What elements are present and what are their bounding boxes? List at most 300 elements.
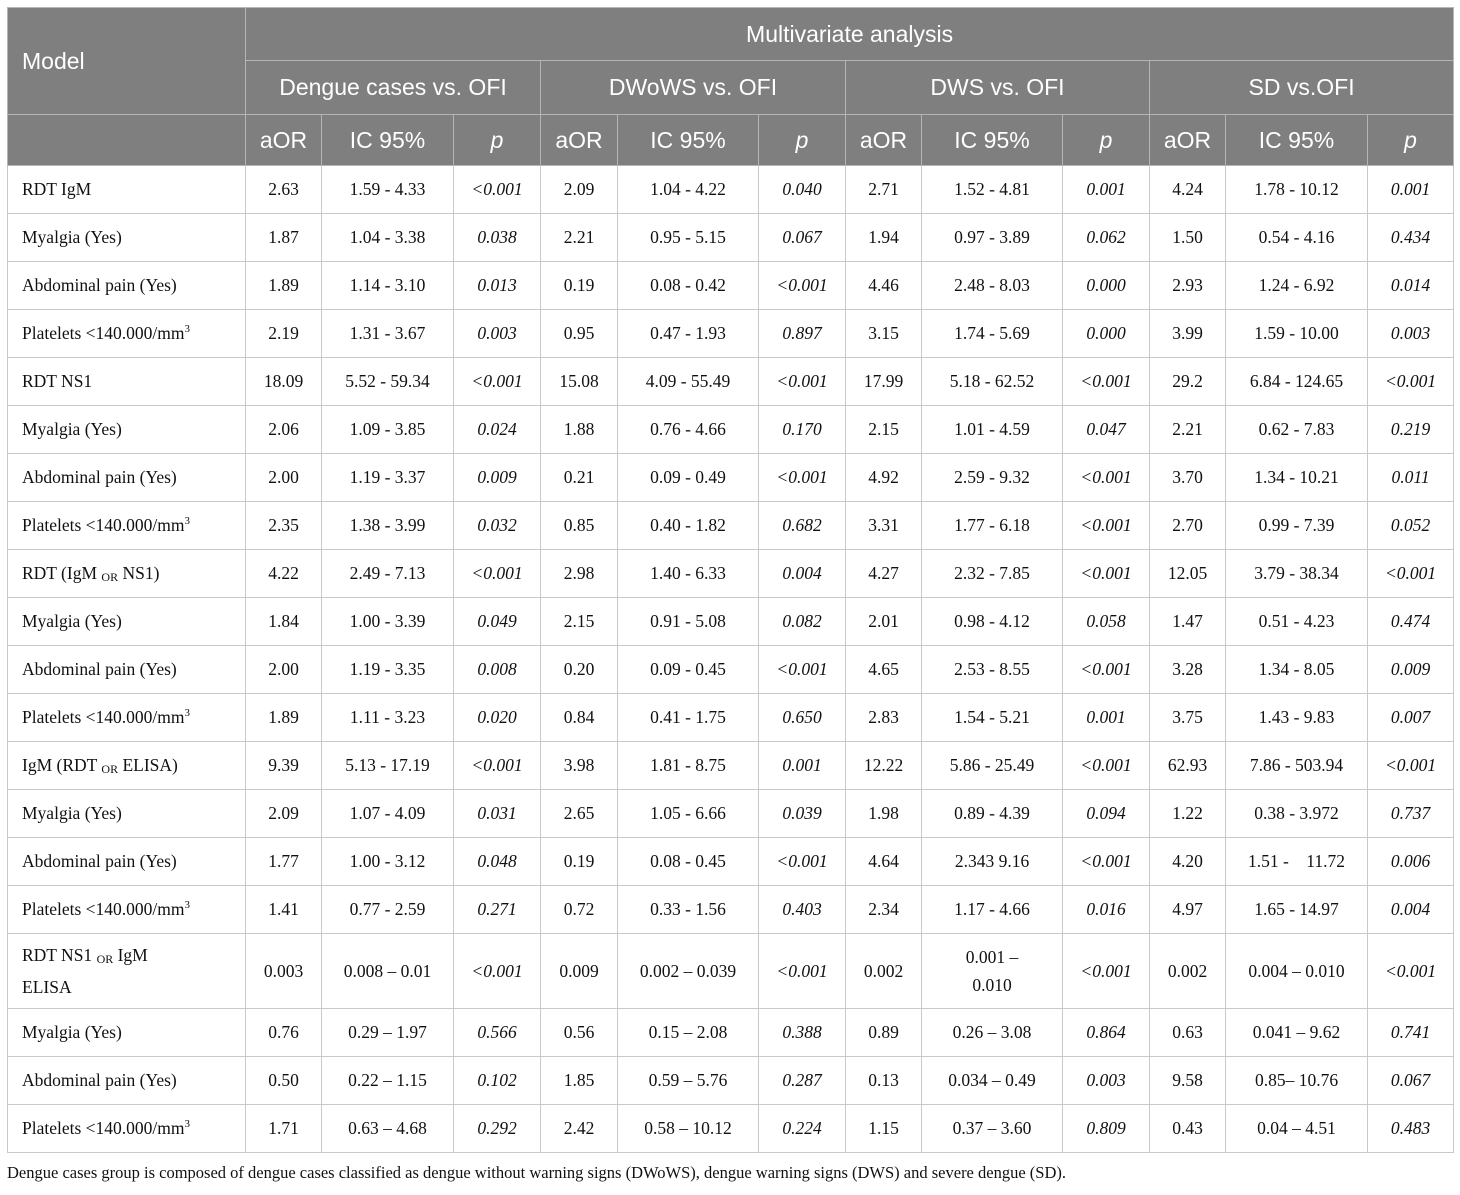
cell-dws-ci: 0.89 - 4.39 bbox=[922, 790, 1063, 838]
cell-dengue-cases-aor: 1.89 bbox=[246, 694, 322, 742]
cell-dengue-cases-ci: 5.13 - 17.19 bbox=[322, 742, 454, 790]
cell-dwows-ci: 0.09 - 0.49 bbox=[618, 454, 759, 502]
cell-dwows-aor: 2.42 bbox=[541, 1105, 618, 1153]
cell-sd-p: <0.001 bbox=[1368, 934, 1454, 1009]
cell-dengue-cases-aor: 2.00 bbox=[246, 454, 322, 502]
table-row bbox=[8, 742, 1454, 790]
cell-sd-ci: 0.041 – 9.62 bbox=[1226, 1009, 1368, 1057]
table-row bbox=[8, 646, 1454, 694]
cell-sd-aor: 1.50 bbox=[1150, 214, 1226, 262]
cell-sd-aor: 9.58 bbox=[1150, 1057, 1226, 1105]
cell-dengue-cases-ci: 0.77 - 2.59 bbox=[322, 886, 454, 934]
cell-sd-aor: 12.05 bbox=[1150, 550, 1226, 598]
cell-sd-p: <0.001 bbox=[1368, 550, 1454, 598]
cell-dwows-ci: 0.08 - 0.45 bbox=[618, 838, 759, 886]
cell-dwows-ci: 1.40 - 6.33 bbox=[618, 550, 759, 598]
cell-dwows-aor: 0.009 bbox=[541, 934, 618, 1009]
table-row bbox=[8, 454, 1454, 502]
table-row bbox=[8, 886, 1454, 934]
cell-dwows-ci: 0.33 - 1.56 bbox=[618, 886, 759, 934]
table-row bbox=[8, 214, 1454, 262]
cell-sd-aor: 0.002 bbox=[1150, 934, 1226, 1009]
table-header bbox=[8, 8, 1454, 166]
cell-dengue-cases-aor: 2.00 bbox=[246, 646, 322, 694]
cell-sd-p: 0.004 bbox=[1368, 886, 1454, 934]
cell-dengue-cases-aor: 0.76 bbox=[246, 1009, 322, 1057]
cell-dws-aor: 2.34 bbox=[846, 886, 922, 934]
cell-sd-aor: 4.97 bbox=[1150, 886, 1226, 934]
cell-dws-ci: 1.54 - 5.21 bbox=[922, 694, 1063, 742]
cell-dws-aor: 12.22 bbox=[846, 742, 922, 790]
cell-dws-ci: 2.343 9.16 bbox=[922, 838, 1063, 886]
cell-dwows-aor: 0.21 bbox=[541, 454, 618, 502]
cell-dws-ci: 1.77 - 6.18 bbox=[922, 502, 1063, 550]
cell-dws-aor: 4.64 bbox=[846, 838, 922, 886]
cell-sd-ci: 7.86 - 503.94 bbox=[1226, 742, 1368, 790]
cell-dengue-cases-aor: 2.09 bbox=[246, 790, 322, 838]
cell-line: 0.010 bbox=[972, 975, 1012, 995]
row-label-platelets: Platelets $<140.000/mm^3$ bbox=[8, 694, 246, 742]
cell-dengue-cases-p: 0.020 bbox=[454, 694, 541, 742]
cell-dengue-cases-ci: 0.22 – 1.15 bbox=[322, 1057, 454, 1105]
cell-dwows-ci: 0.08 - 0.42 bbox=[618, 262, 759, 310]
table-row bbox=[8, 406, 1454, 454]
cell-dengue-cases-aor: 2.63 bbox=[246, 166, 322, 214]
table-row bbox=[8, 1057, 1454, 1105]
row-label-platelets: Platelets $<140.000/mm^3$ bbox=[8, 310, 246, 358]
cell-dws-p: 0.094 bbox=[1063, 790, 1150, 838]
cell-sd-p: 0.003 bbox=[1368, 310, 1454, 358]
cell-dws-p: <0.001 bbox=[1063, 454, 1150, 502]
cell-dws-p: <0.001 bbox=[1063, 502, 1150, 550]
cell-sd-aor: 2.93 bbox=[1150, 262, 1226, 310]
group-header-sd: SD vs.OFI bbox=[1150, 61, 1454, 115]
subheader-aor: aOR bbox=[846, 115, 922, 166]
cell-dengue-cases-aor: 1.41 bbox=[246, 886, 322, 934]
cell-dengue-cases-p: 0.102 bbox=[454, 1057, 541, 1105]
cell-sd-ci: 6.84 - 124.65 bbox=[1226, 358, 1368, 406]
cell-dwows-aor: 2.21 bbox=[541, 214, 618, 262]
cell-dws-aor: 3.31 bbox=[846, 502, 922, 550]
cell-sd-p: 0.007 bbox=[1368, 694, 1454, 742]
table-body bbox=[8, 166, 1454, 1153]
cell-dengue-cases-aor: 0.003 bbox=[246, 934, 322, 1009]
cell-dws-p: 0.000 bbox=[1063, 310, 1150, 358]
subheader-ci: IC 95% bbox=[1226, 115, 1368, 166]
cell-dengue-cases-ci: 1.00 - 3.39 bbox=[322, 598, 454, 646]
cell-dwows-aor: 2.65 bbox=[541, 790, 618, 838]
cell-dengue-cases-ci: 1.09 - 3.85 bbox=[322, 406, 454, 454]
subheader-p: p bbox=[454, 115, 541, 166]
row-label-abdominal-pain: Abdominal pain (Yes) bbox=[8, 646, 246, 694]
cell-dwows-p: <0.001 bbox=[759, 838, 846, 886]
header-spacer bbox=[8, 115, 246, 166]
cell-dengue-cases-aor: 2.35 bbox=[246, 502, 322, 550]
cell-dwows-p: 0.403 bbox=[759, 886, 846, 934]
row-label-rdt-igm-or-ns1: RDT (IgM $_{OR}$ NS1) bbox=[8, 550, 246, 598]
cell-dws-aor: 2.71 bbox=[846, 166, 922, 214]
table-row bbox=[8, 262, 1454, 310]
cell-dws-aor: 17.99 bbox=[846, 358, 922, 406]
cell-dengue-cases-ci: 1.38 - 3.99 bbox=[322, 502, 454, 550]
cell-dws-p: <0.001 bbox=[1063, 646, 1150, 694]
cell-dengue-cases-aor: 1.87 bbox=[246, 214, 322, 262]
cell-dwows-p: 0.082 bbox=[759, 598, 846, 646]
cell-dengue-cases-ci: 1.19 - 3.35 bbox=[322, 646, 454, 694]
cell-dwows-aor: 0.85 bbox=[541, 502, 618, 550]
cell-dengue-cases-aor: 0.50 bbox=[246, 1057, 322, 1105]
cell-dws-ci: 0.26 – 3.08 bbox=[922, 1009, 1063, 1057]
cell-dwows-aor: 0.72 bbox=[541, 886, 618, 934]
row-label-myalgia: Myalgia (Yes) bbox=[8, 406, 246, 454]
cell-dwows-p: 0.287 bbox=[759, 1057, 846, 1105]
cell-dws-ci: 1.17 - 4.66 bbox=[922, 886, 1063, 934]
row-label-myalgia: Myalgia (Yes) bbox=[8, 598, 246, 646]
table-row bbox=[8, 502, 1454, 550]
subheader-ci: IC 95% bbox=[922, 115, 1063, 166]
cell-dengue-cases-ci: 0.29 – 1.97 bbox=[322, 1009, 454, 1057]
cell-dwows-ci: 0.95 - 5.15 bbox=[618, 214, 759, 262]
table-row bbox=[8, 790, 1454, 838]
subheader-ci: IC 95% bbox=[618, 115, 759, 166]
cell-dengue-cases-ci: 5.52 - 59.34 bbox=[322, 358, 454, 406]
cell-dengue-cases-ci: 1.07 - 4.09 bbox=[322, 790, 454, 838]
cell-dws-p: <0.001 bbox=[1063, 742, 1150, 790]
row-label-rdt-ns1-or-igm-elisa: RDT NS1 $_{OR}$ IgM ELISA bbox=[8, 934, 246, 1009]
cell-dwows-aor: 15.08 bbox=[541, 358, 618, 406]
cell-dengue-cases-p: <0.001 bbox=[454, 358, 541, 406]
row-label-myalgia: Myalgia (Yes) bbox=[8, 1009, 246, 1057]
cell-dengue-cases-ci: 1.14 - 3.10 bbox=[322, 262, 454, 310]
cell-sd-aor: 4.24 bbox=[1150, 166, 1226, 214]
cell-dws-ci: 2.32 - 7.85 bbox=[922, 550, 1063, 598]
cell-dws-aor: 0.002 bbox=[846, 934, 922, 1009]
cell-sd-aor: 62.93 bbox=[1150, 742, 1226, 790]
cell-dwows-p: <0.001 bbox=[759, 262, 846, 310]
cell-sd-p: 0.014 bbox=[1368, 262, 1454, 310]
cell-dengue-cases-p: <0.001 bbox=[454, 742, 541, 790]
cell-dengue-cases-p: 0.024 bbox=[454, 406, 541, 454]
cell-dengue-cases-ci: 1.59 - 4.33 bbox=[322, 166, 454, 214]
cell-dengue-cases-p: 0.009 bbox=[454, 454, 541, 502]
cell-sd-p: 0.011 bbox=[1368, 454, 1454, 502]
cell-dws-aor: 4.92 bbox=[846, 454, 922, 502]
row-label-platelets: Platelets $<140.000/mm^3$ bbox=[8, 502, 246, 550]
cell-sd-aor: 1.47 bbox=[1150, 598, 1226, 646]
cell-dws-ci: 0.034 – 0.49 bbox=[922, 1057, 1063, 1105]
cell-dengue-cases-p: 0.032 bbox=[454, 502, 541, 550]
cell-sd-ci: 1.43 - 9.83 bbox=[1226, 694, 1368, 742]
cell-dwows-ci: 1.81 - 8.75 bbox=[618, 742, 759, 790]
cell-dwows-aor: 1.88 bbox=[541, 406, 618, 454]
cell-dws-aor: 0.89 bbox=[846, 1009, 922, 1057]
cell-sd-ci: 0.62 - 7.83 bbox=[1226, 406, 1368, 454]
cell-sd-ci: 1.34 - 8.05 bbox=[1226, 646, 1368, 694]
cell-dengue-cases-ci: 0.008 – 0.01 bbox=[322, 934, 454, 1009]
cell-dengue-cases-p: 0.292 bbox=[454, 1105, 541, 1153]
cell-dengue-cases-p: 0.008 bbox=[454, 646, 541, 694]
cell-sd-ci: 3.79 - 38.34 bbox=[1226, 550, 1368, 598]
cell-sd-aor: 29.2 bbox=[1150, 358, 1226, 406]
subheader-aor: aOR bbox=[541, 115, 618, 166]
cell-dws-aor: 1.94 bbox=[846, 214, 922, 262]
cell-dws-aor: 1.15 bbox=[846, 1105, 922, 1153]
cell-dws-ci: 0.97 - 3.89 bbox=[922, 214, 1063, 262]
cell-dengue-cases-aor: 1.71 bbox=[246, 1105, 322, 1153]
cell-sd-aor: 0.63 bbox=[1150, 1009, 1226, 1057]
cell-dwows-aor: 2.15 bbox=[541, 598, 618, 646]
cell-dws-ci bbox=[922, 934, 1063, 1009]
cell-sd-p: 0.052 bbox=[1368, 502, 1454, 550]
subheader-aor: aOR bbox=[246, 115, 322, 166]
cell-dws-ci: 2.53 - 8.55 bbox=[922, 646, 1063, 694]
cell-dengue-cases-p: <0.001 bbox=[454, 550, 541, 598]
cell-dws-p: <0.001 bbox=[1063, 358, 1150, 406]
table-footnote: Dengue cases group is composed of dengue cases classified as dengue without warning signs (DWoWS), dengue warning signs (DWS) and severe dengue (SD). bbox=[7, 1163, 1066, 1182]
cell-dws-ci: 1.74 - 5.69 bbox=[922, 310, 1063, 358]
cell-dwows-aor: 0.84 bbox=[541, 694, 618, 742]
subheader-ci: IC 95% bbox=[322, 115, 454, 166]
cell-dwows-ci: 0.15 – 2.08 bbox=[618, 1009, 759, 1057]
cell-sd-ci: 0.38 - 3.972 bbox=[1226, 790, 1368, 838]
row-label-rdt-ns1: RDT NS1 bbox=[8, 358, 246, 406]
model-header: Model bbox=[8, 8, 246, 115]
cell-dws-ci: 1.01 - 4.59 bbox=[922, 406, 1063, 454]
cell-dws-aor: 4.65 bbox=[846, 646, 922, 694]
cell-dwows-aor: 0.20 bbox=[541, 646, 618, 694]
cell-dws-p: <0.001 bbox=[1063, 838, 1150, 886]
cell-dengue-cases-p: <0.001 bbox=[454, 166, 541, 214]
cell-dws-aor: 1.98 bbox=[846, 790, 922, 838]
cell-sd-p: 0.474 bbox=[1368, 598, 1454, 646]
cell-dwows-p: <0.001 bbox=[759, 646, 846, 694]
cell-dengue-cases-p: <0.001 bbox=[454, 934, 541, 1009]
cell-dwows-aor: 0.56 bbox=[541, 1009, 618, 1057]
row-label-platelets: Platelets $<140.000/mm^3$ bbox=[8, 1105, 246, 1153]
cell-dws-ci: 5.18 - 62.52 bbox=[922, 358, 1063, 406]
cell-dengue-cases-p: 0.048 bbox=[454, 838, 541, 886]
cell-dwows-p: 0.170 bbox=[759, 406, 846, 454]
cell-dws-p: 0.001 bbox=[1063, 166, 1150, 214]
cell-dwows-aor: 3.98 bbox=[541, 742, 618, 790]
cell-sd-ci: 1.51 - 11.72 bbox=[1226, 838, 1368, 886]
table-row bbox=[8, 550, 1454, 598]
cell-dws-aor: 3.15 bbox=[846, 310, 922, 358]
cell-dwows-ci: 0.41 - 1.75 bbox=[618, 694, 759, 742]
cell-dws-ci: 2.48 - 8.03 bbox=[922, 262, 1063, 310]
table-row bbox=[8, 598, 1454, 646]
cell-dengue-cases-p: 0.013 bbox=[454, 262, 541, 310]
row-label-myalgia: Myalgia (Yes) bbox=[8, 214, 246, 262]
cell-sd-ci: 1.59 - 10.00 bbox=[1226, 310, 1368, 358]
row-label-platelets: Platelets $<140.000/mm^3$ bbox=[8, 886, 246, 934]
cell-sd-aor: 4.20 bbox=[1150, 838, 1226, 886]
cell-dwows-p: 0.067 bbox=[759, 214, 846, 262]
cell-dwows-ci: 0.76 - 4.66 bbox=[618, 406, 759, 454]
cell-sd-ci: 0.004 – 0.010 bbox=[1226, 934, 1368, 1009]
table-row bbox=[8, 310, 1454, 358]
group-header-dwows: DWoWS vs. OFI bbox=[541, 61, 846, 115]
cell-dwows-ci: 0.40 - 1.82 bbox=[618, 502, 759, 550]
cell-sd-ci: 0.85– 10.76 bbox=[1226, 1057, 1368, 1105]
table-row bbox=[8, 358, 1454, 406]
cell-dengue-cases-p: 0.271 bbox=[454, 886, 541, 934]
cell-dengue-cases-ci: 1.04 - 3.38 bbox=[322, 214, 454, 262]
cell-dwows-ci: 0.09 - 0.45 bbox=[618, 646, 759, 694]
cell-dwows-ci: 0.002 – 0.039 bbox=[618, 934, 759, 1009]
cell-dws-ci: 2.59 - 9.32 bbox=[922, 454, 1063, 502]
cell-dengue-cases-p: 0.049 bbox=[454, 598, 541, 646]
cell-sd-p: 0.006 bbox=[1368, 838, 1454, 886]
cell-dwows-p: 0.388 bbox=[759, 1009, 846, 1057]
table-row bbox=[8, 1105, 1454, 1153]
cell-dws-p: 0.062 bbox=[1063, 214, 1150, 262]
cell-sd-p: 0.483 bbox=[1368, 1105, 1454, 1153]
cell-dengue-cases-aor: 1.89 bbox=[246, 262, 322, 310]
cell-dengue-cases-ci: 1.31 - 3.67 bbox=[322, 310, 454, 358]
cell-sd-p: <0.001 bbox=[1368, 742, 1454, 790]
cell-dwows-p: <0.001 bbox=[759, 934, 846, 1009]
cell-dwows-aor: 2.09 bbox=[541, 166, 618, 214]
cell-dwows-ci: 0.91 - 5.08 bbox=[618, 598, 759, 646]
cell-sd-ci: 1.34 - 10.21 bbox=[1226, 454, 1368, 502]
subheader-p: p bbox=[1368, 115, 1454, 166]
table-container bbox=[7, 7, 1453, 1183]
cell-dwows-ci: 0.47 - 1.93 bbox=[618, 310, 759, 358]
cell-dws-ci: 0.98 - 4.12 bbox=[922, 598, 1063, 646]
cell-sd-p: <0.001 bbox=[1368, 358, 1454, 406]
cell-dwows-aor: 1.85 bbox=[541, 1057, 618, 1105]
row-label-abdominal-pain: Abdominal pain (Yes) bbox=[8, 454, 246, 502]
cell-dws-ci: 1.52 - 4.81 bbox=[922, 166, 1063, 214]
cell-dwows-p: <0.001 bbox=[759, 454, 846, 502]
cell-dengue-cases-aor: 9.39 bbox=[246, 742, 322, 790]
cell-dws-p: 0.058 bbox=[1063, 598, 1150, 646]
cell-sd-p: 0.009 bbox=[1368, 646, 1454, 694]
cell-dwows-p: <0.001 bbox=[759, 358, 846, 406]
cell-sd-aor: 2.21 bbox=[1150, 406, 1226, 454]
cell-dengue-cases-p: 0.566 bbox=[454, 1009, 541, 1057]
row-label-myalgia: Myalgia (Yes) bbox=[8, 790, 246, 838]
cell-dwows-ci: 1.05 - 6.66 bbox=[618, 790, 759, 838]
cell-sd-ci: 0.04 – 4.51 bbox=[1226, 1105, 1368, 1153]
cell-sd-aor: 0.43 bbox=[1150, 1105, 1226, 1153]
cell-dws-aor: 4.46 bbox=[846, 262, 922, 310]
cell-sd-p: 0.737 bbox=[1368, 790, 1454, 838]
multivariate-analysis-table bbox=[7, 7, 1454, 1153]
subheader-p: p bbox=[759, 115, 846, 166]
cell-sd-ci: 0.51 - 4.23 bbox=[1226, 598, 1368, 646]
cell-dwows-aor: 2.98 bbox=[541, 550, 618, 598]
cell-dwows-p: 0.039 bbox=[759, 790, 846, 838]
cell-dengue-cases-p: 0.031 bbox=[454, 790, 541, 838]
cell-dws-p: 0.864 bbox=[1063, 1009, 1150, 1057]
cell-dengue-cases-aor: 1.84 bbox=[246, 598, 322, 646]
cell-dws-aor: 4.27 bbox=[846, 550, 922, 598]
cell-dwows-p: 0.004 bbox=[759, 550, 846, 598]
cell-dws-p: 0.047 bbox=[1063, 406, 1150, 454]
cell-dengue-cases-ci: 1.11 - 3.23 bbox=[322, 694, 454, 742]
cell-dwows-aor: 0.19 bbox=[541, 838, 618, 886]
cell-dws-p: 0.000 bbox=[1063, 262, 1150, 310]
cell-dwows-p: 0.001 bbox=[759, 742, 846, 790]
cell-dengue-cases-aor: 18.09 bbox=[246, 358, 322, 406]
cell-sd-p: 0.434 bbox=[1368, 214, 1454, 262]
cell-dengue-cases-aor: 2.19 bbox=[246, 310, 322, 358]
cell-dengue-cases-aor: 2.06 bbox=[246, 406, 322, 454]
cell-dws-ci: 0.37 – 3.60 bbox=[922, 1105, 1063, 1153]
cell-line: 0.001 – bbox=[965, 947, 1019, 967]
cell-dws-p: <0.001 bbox=[1063, 550, 1150, 598]
cell-dws-p: 0.003 bbox=[1063, 1057, 1150, 1105]
group-header-dws: DWS vs. OFI bbox=[846, 61, 1150, 115]
row-label-igm-rdt-or-elisa: IgM (RDT $_{OR}$ ELISA) bbox=[8, 742, 246, 790]
cell-dwows-ci: 1.04 - 4.22 bbox=[618, 166, 759, 214]
cell-sd-ci: 0.54 - 4.16 bbox=[1226, 214, 1368, 262]
cell-dwows-ci: 0.58 – 10.12 bbox=[618, 1105, 759, 1153]
cell-sd-p: 0.741 bbox=[1368, 1009, 1454, 1057]
cell-sd-ci: 1.78 - 10.12 bbox=[1226, 166, 1368, 214]
table-row bbox=[8, 838, 1454, 886]
cell-dwows-p: 0.650 bbox=[759, 694, 846, 742]
cell-sd-aor: 2.70 bbox=[1150, 502, 1226, 550]
cell-dwows-ci: 0.59 – 5.76 bbox=[618, 1057, 759, 1105]
cell-dengue-cases-ci: 0.63 – 4.68 bbox=[322, 1105, 454, 1153]
cell-dwows-p: 0.040 bbox=[759, 166, 846, 214]
subheader-aor: aOR bbox=[1150, 115, 1226, 166]
cell-dws-ci: 5.86 - 25.49 bbox=[922, 742, 1063, 790]
cell-dws-aor: 0.13 bbox=[846, 1057, 922, 1105]
row-label-abdominal-pain: Abdominal pain (Yes) bbox=[8, 838, 246, 886]
cell-dwows-p: 0.897 bbox=[759, 310, 846, 358]
cell-dws-p: 0.809 bbox=[1063, 1105, 1150, 1153]
cell-dws-p: <0.001 bbox=[1063, 934, 1150, 1009]
cell-sd-aor: 3.75 bbox=[1150, 694, 1226, 742]
cell-dws-p: 0.001 bbox=[1063, 694, 1150, 742]
cell-sd-aor: 1.22 bbox=[1150, 790, 1226, 838]
row-label-abdominal-pain: Abdominal pain (Yes) bbox=[8, 1057, 246, 1105]
cell-sd-aor: 3.28 bbox=[1150, 646, 1226, 694]
cell-dws-p: 0.016 bbox=[1063, 886, 1150, 934]
subheader-p: p bbox=[1063, 115, 1150, 166]
cell-sd-ci: 0.99 - 7.39 bbox=[1226, 502, 1368, 550]
cell-sd-ci: 1.65 - 14.97 bbox=[1226, 886, 1368, 934]
cell-dengue-cases-ci: 1.19 - 3.37 bbox=[322, 454, 454, 502]
cell-dengue-cases-ci: 1.00 - 3.12 bbox=[322, 838, 454, 886]
cell-dengue-cases-p: 0.038 bbox=[454, 214, 541, 262]
cell-sd-ci: 1.24 - 6.92 bbox=[1226, 262, 1368, 310]
table-row bbox=[8, 1009, 1454, 1057]
cell-dws-aor: 2.83 bbox=[846, 694, 922, 742]
multivariate-analysis-header: Multivariate analysis bbox=[246, 8, 1454, 61]
cell-dengue-cases-aor: 1.77 bbox=[246, 838, 322, 886]
table-row bbox=[8, 694, 1454, 742]
cell-dwows-ci: 4.09 - 55.49 bbox=[618, 358, 759, 406]
cell-dwows-p: 0.224 bbox=[759, 1105, 846, 1153]
cell-sd-aor: 3.70 bbox=[1150, 454, 1226, 502]
cell-sd-p: 0.219 bbox=[1368, 406, 1454, 454]
cell-dengue-cases-p: 0.003 bbox=[454, 310, 541, 358]
cell-dws-aor: 2.15 bbox=[846, 406, 922, 454]
cell-sd-p: 0.067 bbox=[1368, 1057, 1454, 1105]
cell-sd-p: 0.001 bbox=[1368, 166, 1454, 214]
cell-dengue-cases-aor: 4.22 bbox=[246, 550, 322, 598]
cell-dwows-p: 0.682 bbox=[759, 502, 846, 550]
cell-dwows-aor: 0.19 bbox=[541, 262, 618, 310]
table-row bbox=[8, 934, 1454, 1009]
row-label-rdt-igm: RDT IgM bbox=[8, 166, 246, 214]
cell-sd-aor: 3.99 bbox=[1150, 310, 1226, 358]
